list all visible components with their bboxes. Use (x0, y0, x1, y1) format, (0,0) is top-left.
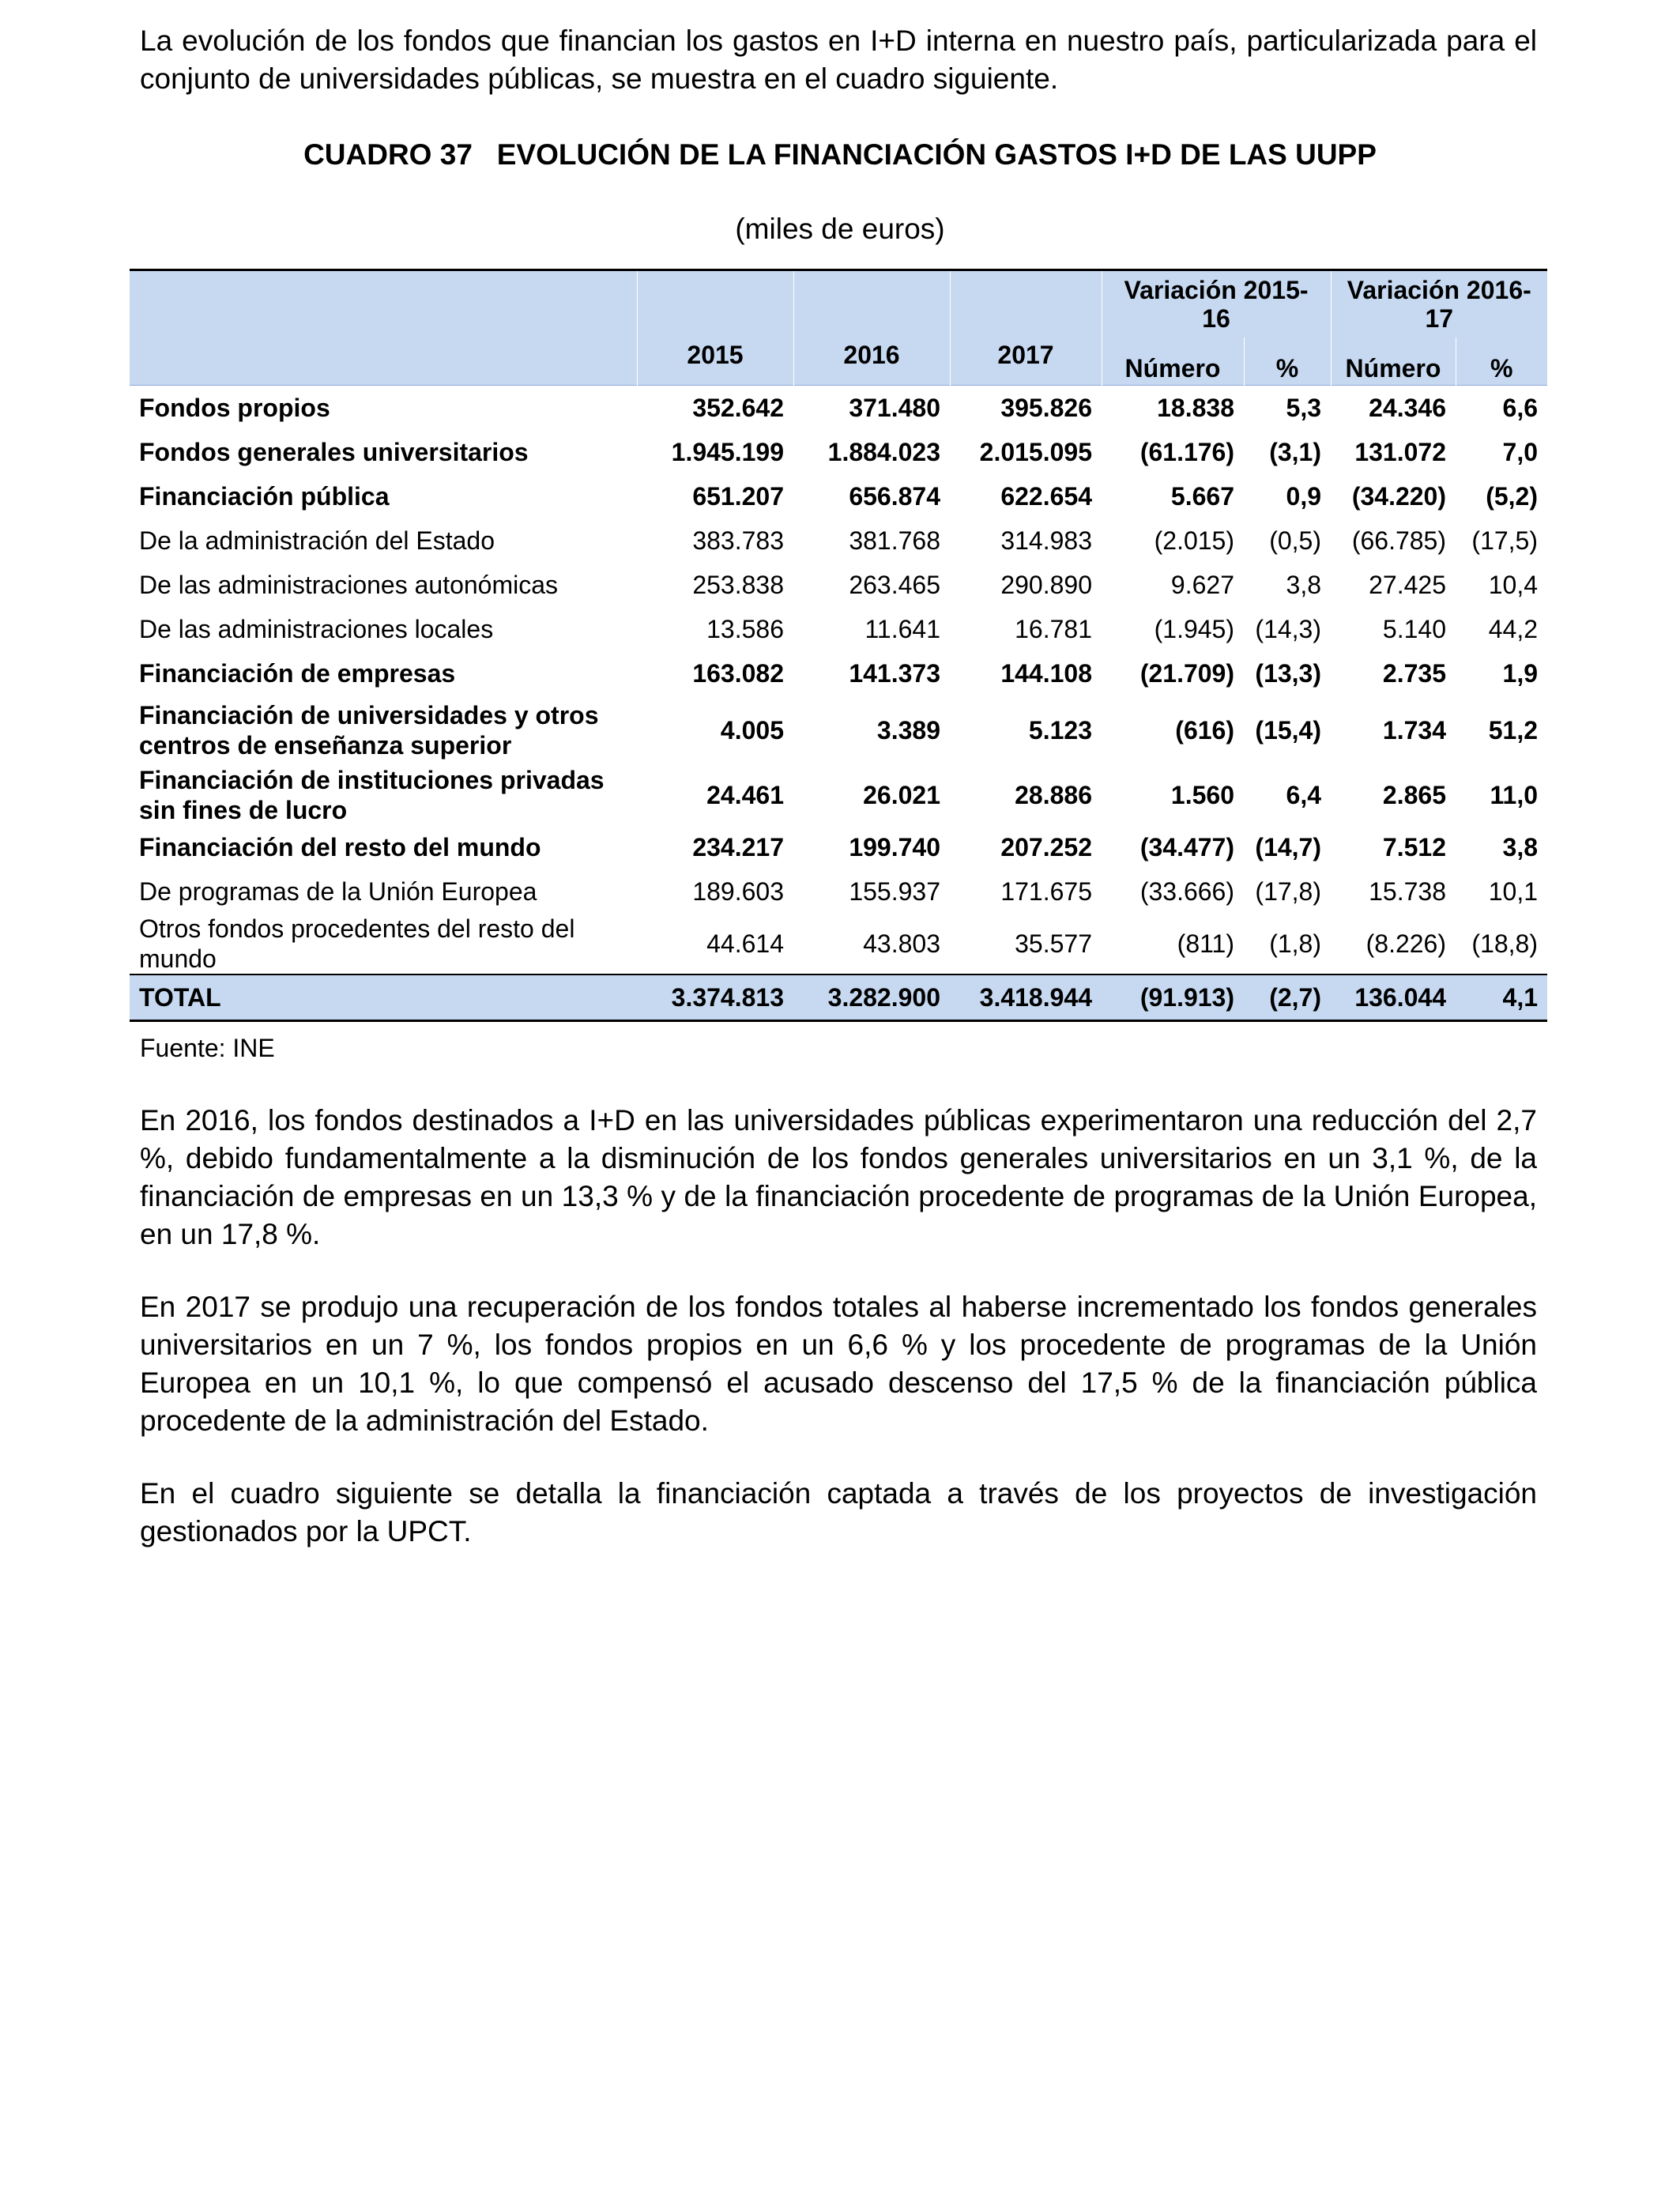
value-2015: 24.461 (706, 780, 784, 809)
var2-numero: 136.044 (1354, 982, 1446, 1012)
value-2016: 381.768 (849, 526, 940, 555)
var1-pct: (3,1) (1269, 437, 1321, 466)
var2-pct: (17,5) (1471, 526, 1538, 555)
var2-numero: 27.425 (1369, 570, 1446, 599)
value-2015: 234.217 (692, 832, 784, 861)
var1-pct: (2,7) (1269, 982, 1321, 1012)
var2-numero: 7.512 (1382, 832, 1446, 861)
header-row-variations (130, 270, 1547, 338)
var1-numero: (811) (1177, 929, 1234, 958)
var1-numero: 9.627 (1170, 570, 1234, 599)
var2-pct: 3,8 (1502, 832, 1538, 861)
header-year-2015: 2015 (637, 337, 793, 386)
var2-pct: 1,9 (1502, 658, 1538, 688)
financing-table (130, 269, 1547, 1022)
var1-pct: (15,4) (1255, 715, 1321, 745)
var1-pct: 6,4 (1286, 780, 1321, 809)
var2-pct: 10,1 (1488, 876, 1538, 906)
var1-pct: 3,8 (1286, 570, 1321, 599)
row-label: Financiación de empresas (139, 659, 456, 688)
row-label: TOTAL (139, 983, 221, 1012)
var1-numero: (34.477) (1139, 832, 1234, 861)
table-units: (miles de euros) (735, 213, 945, 245)
row-label: De las administraciones autonómicas (139, 571, 559, 599)
var1-numero: (616) (1175, 715, 1234, 745)
header-variation-2016-17: Variación 2016-17 (1331, 270, 1547, 338)
var2-pct: (18,8) (1471, 929, 1538, 958)
value-2017: 207.252 (1000, 832, 1092, 861)
value-2017: 5.123 (1028, 715, 1092, 745)
var1-numero: (2.015) (1154, 526, 1234, 555)
value-2016: 26.021 (863, 780, 940, 809)
var1-pct: 0,9 (1286, 481, 1321, 511)
value-2017: 16.781 (1015, 614, 1092, 643)
header-variation-2015-16: Variación 2015-16 (1102, 270, 1331, 338)
var1-pct: (1,8) (1269, 929, 1321, 958)
value-2016: 3.282.900 (827, 982, 940, 1012)
value-2017: 314.983 (1000, 526, 1092, 555)
row-label: Fondos generales universitarios (139, 438, 529, 466)
var2-pct: 7,0 (1502, 437, 1538, 466)
var2-numero: 15.738 (1369, 876, 1446, 906)
paragraph-2016: En 2016, los fondos destinados a I+D en las universidades públicas experimentaron una reducción del 2,7 %, debido fundamentalmente a la disminución de los fondos generales universitarios en un 3,1 %, de la financiación de empresas en un 13,3 % y de la financiación procedente de programas de la Unión Europea, en un 17,8 %. (140, 1104, 1537, 1250)
value-2017: 144.108 (1000, 658, 1092, 688)
value-2016: 141.373 (849, 658, 940, 688)
row-label: Financiación de universidades y otros centros de enseñanza superior (139, 701, 599, 760)
var1-numero: (33.666) (1139, 876, 1234, 906)
var1-numero: (1.945) (1154, 614, 1234, 643)
value-2015: 44.614 (706, 929, 784, 958)
table-row (130, 825, 1547, 869)
var1-pct: (14,7) (1255, 832, 1321, 861)
value-2016: 1.884.023 (827, 437, 940, 466)
value-2017: 2.015.095 (979, 437, 1092, 466)
table-row-total (130, 974, 1547, 1021)
var1-pct: (14,3) (1255, 614, 1321, 643)
row-label: Financiación de instituciones privadas sin fines de lucro (139, 766, 605, 824)
header-pct-2: % (1456, 337, 1547, 386)
var1-pct: (0,5) (1269, 526, 1321, 555)
var1-numero: (91.913) (1139, 982, 1234, 1012)
var2-pct: 6,6 (1502, 393, 1538, 422)
header-row-columns (130, 337, 1547, 386)
table-row (130, 869, 1547, 914)
table-row (130, 914, 1547, 974)
table-row (130, 474, 1547, 518)
var2-numero: 2.735 (1382, 658, 1446, 688)
var2-numero: (34.220) (1351, 481, 1446, 511)
table-body (130, 386, 1547, 1021)
row-label: Financiación pública (139, 482, 390, 511)
var1-numero: (61.176) (1139, 437, 1234, 466)
var2-pct: 51,2 (1488, 715, 1538, 745)
value-2016: 155.937 (849, 876, 940, 906)
var2-pct: 11,0 (1490, 780, 1538, 809)
value-2015: 163.082 (692, 658, 784, 688)
var2-numero: (8.226) (1365, 929, 1446, 958)
header-pct-1: % (1244, 337, 1331, 386)
intro-paragraph: La evolución de los fondos que financian los gastos en I+D interna en nuestro país, particularizada para el conjunto de universidades públicas, se muestra en el cuadro siguiente. (140, 25, 1537, 95)
value-2017: 171.675 (1000, 876, 1092, 906)
var2-pct: 44,2 (1488, 614, 1538, 643)
var1-pct: (17,8) (1255, 876, 1321, 906)
value-2015: 383.783 (692, 526, 784, 555)
value-2015: 352.642 (692, 393, 784, 422)
var1-numero: (21.709) (1139, 658, 1234, 688)
value-2015: 253.838 (692, 570, 784, 599)
value-2015: 1.945.199 (671, 437, 784, 466)
value-2015: 651.207 (692, 481, 784, 511)
paragraph-2017: En 2017 se produjo una recuperación de los fondos totales al haberse incrementado los fondos generales universitarios en un 7 %, los fondos propios en un 6,6 % y los procedente de programas de la Unión Europea en un 10,1 %, lo que compensó el acusado descenso del 17,5 % de la financiación pública procedente de la administración del Estado. (140, 1291, 1537, 1437)
table-row (130, 651, 1547, 696)
row-label: De las administraciones locales (139, 615, 494, 643)
var2-numero: 1.734 (1382, 715, 1446, 745)
value-2016: 656.874 (849, 481, 940, 511)
value-2015: 3.374.813 (671, 982, 784, 1012)
var1-pct: 5,3 (1286, 393, 1321, 422)
row-label: De la administración del Estado (139, 526, 495, 555)
value-2016: 3.389 (876, 715, 940, 745)
paragraph-next-table: En el cuadro siguiente se detalla la financiación captada a través de los proyectos de investigación gestionados por la UPCT. (140, 1477, 1537, 1547)
table-source: Fuente: INE (140, 1034, 275, 1062)
value-2015: 13.586 (706, 614, 784, 643)
var1-numero: 18.838 (1157, 393, 1234, 422)
row-label: De programas de la Unión Europea (139, 877, 537, 906)
table-row (130, 430, 1547, 474)
table-row (130, 386, 1547, 431)
var2-pct: 10,4 (1488, 570, 1538, 599)
value-2015: 189.603 (692, 876, 784, 906)
value-2017: 290.890 (1000, 570, 1092, 599)
var2-numero: 24.346 (1369, 393, 1446, 422)
value-2016: 199.740 (849, 832, 940, 861)
var2-pct: 4,1 (1502, 982, 1538, 1012)
value-2017: 395.826 (1000, 393, 1092, 422)
var2-numero: 2.865 (1382, 780, 1446, 809)
var2-numero: (66.785) (1351, 526, 1446, 555)
var2-numero: 5.140 (1382, 614, 1446, 643)
var1-numero: 5.667 (1170, 481, 1234, 511)
row-label: Otros fondos procedentes del resto del mundo (139, 914, 575, 973)
value-2017: 28.886 (1015, 780, 1092, 809)
header-year-2016: 2016 (793, 337, 950, 386)
table-row (130, 765, 1547, 825)
table-row (130, 607, 1547, 651)
var2-numero: 131.072 (1354, 437, 1446, 466)
value-2016: 43.803 (863, 929, 940, 958)
value-2017: 35.577 (1015, 929, 1092, 958)
row-label: Financiación del resto del mundo (139, 833, 541, 861)
var1-pct: (13,3) (1255, 658, 1321, 688)
var2-pct: (5,2) (1486, 481, 1538, 511)
var1-numero: 1.560 (1170, 780, 1234, 809)
value-2017: 622.654 (1000, 481, 1092, 511)
header-numero-1: Número (1102, 337, 1244, 386)
value-2017: 3.418.944 (979, 982, 1092, 1012)
table-row (130, 563, 1547, 607)
table-row (130, 518, 1547, 563)
value-2016: 263.465 (849, 570, 940, 599)
row-label: Fondos propios (139, 394, 330, 422)
table-title: CUADRO 37 EVOLUCIÓN DE LA FINANCIACIÓN GASTOS I+D DE LAS UUPP (303, 138, 1377, 171)
header-year-2017: 2017 (950, 337, 1102, 386)
value-2016: 11.641 (864, 614, 940, 643)
table-row (130, 696, 1547, 765)
header-numero-2: Número (1331, 337, 1456, 386)
value-2016: 371.480 (849, 393, 940, 422)
value-2015: 4.005 (720, 715, 784, 745)
